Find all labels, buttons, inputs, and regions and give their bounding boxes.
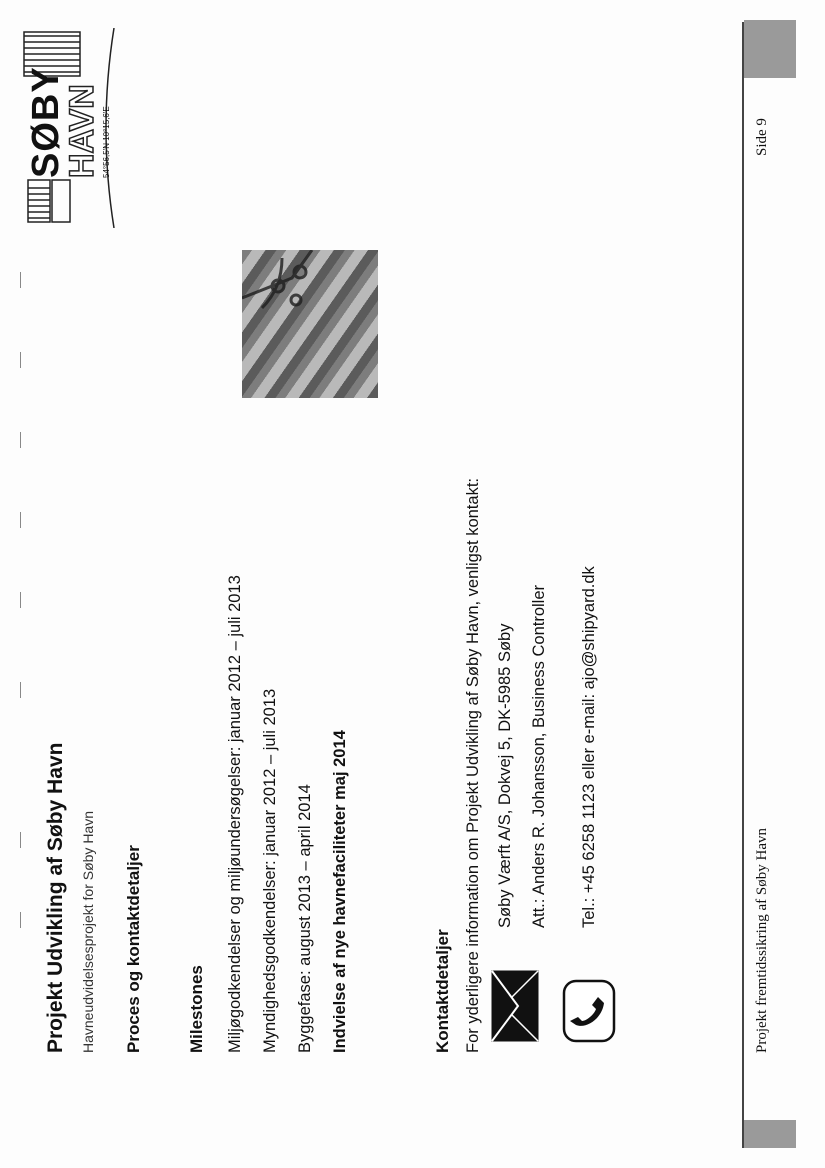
margin-mark [20,512,21,528]
logo-line1: SØBY [25,66,67,178]
footer-page-number: Side 9 [754,118,770,156]
footer-left: Projekt fremtidssikring af Søby Havn [754,828,770,1053]
section-heading: Proces og kontaktdetaljer [124,845,143,1053]
margin-mark [20,272,21,288]
contact-heading: Kontaktdetaljer [433,929,452,1053]
milestone-item: Miljøgodkendelser og miljøundersøgelser: januar 2012 – juli 2013 [226,575,244,1053]
footer-rule [742,22,744,1148]
page-title: Projekt Udvikling af Søby Havn [44,742,67,1053]
margin-mark [20,432,21,448]
margin-mark [20,352,21,368]
milestone-final: Indvielse af nye havnefaciliteter maj 2014 [331,730,349,1053]
milestone-item: Myndighedsgodkendelser: januar 2012 – juli 2013 [261,688,279,1053]
margin-mark [20,912,21,928]
page-subtitle: Havneudvidelsesprojekt for Søby Havn [80,810,96,1053]
telephone-icon [562,979,621,1043]
margin-mark [20,592,21,608]
margin-mark [20,682,21,698]
footer-bar-right [744,20,796,78]
contact-phone: Tel.: +45 6258 1123 eller e-mail: ajo@shipyard.dk [580,566,598,928]
contact-address: Søby Værft A/S, Dokvej 5, DK-5985 Søby [496,623,514,928]
contact-att: Att.: Anders R. Johansson, Business Controller [530,584,548,928]
contact-intro: For yderligere information om Projekt Udvikling af Søby Havn, venligst kontakt: [464,478,482,1053]
harbor-photo [242,250,378,398]
soby-havn-logo [18,28,128,228]
ship-rigging-image [242,250,378,398]
milestone-item: Byggefase: august 2013 – april 2014 [296,784,314,1053]
logo-line2: HAVN [63,84,101,178]
logo-coords: 54°56,5'N 10°15,6'E [102,106,111,178]
milestones-heading: Milestones [187,965,206,1053]
margin-mark [20,832,21,848]
envelope-icon [490,969,545,1043]
footer-bar-left [744,1120,796,1148]
